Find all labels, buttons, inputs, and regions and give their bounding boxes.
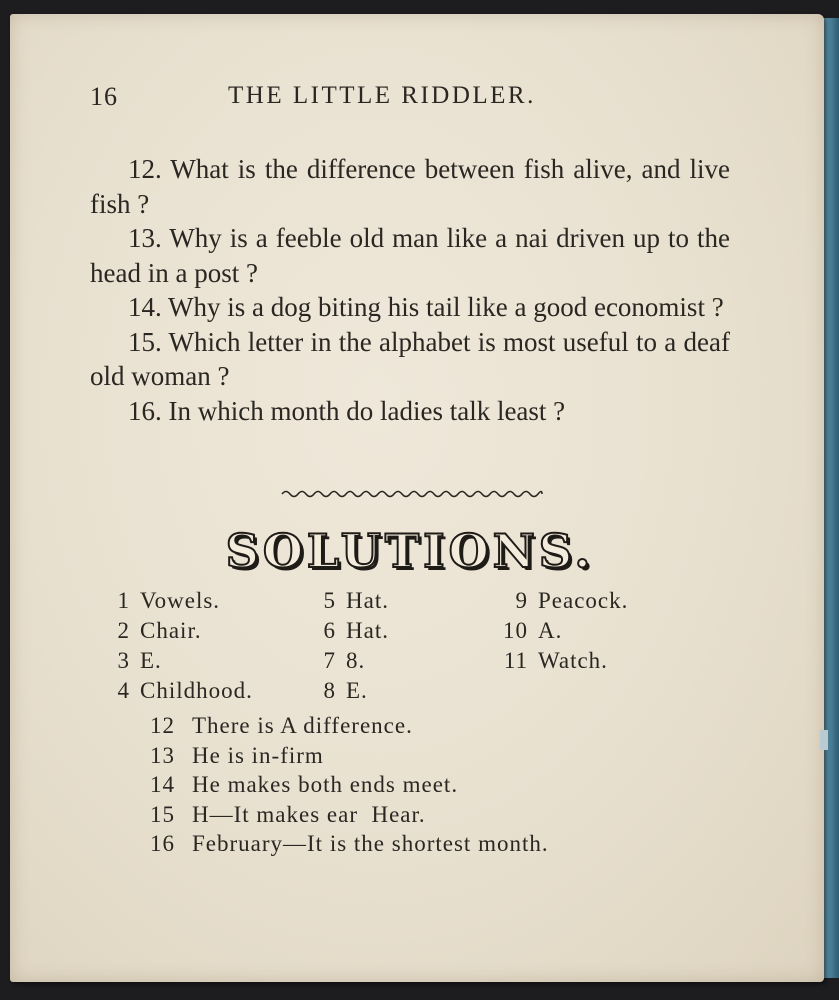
solution-answer: Vowels. bbox=[140, 588, 221, 613]
solution-answer: Peacock. bbox=[538, 588, 629, 613]
solution-answer: Hat. bbox=[346, 618, 389, 643]
riddle-text: Why is a feeble old man like a nai driven up to the head in a post ? bbox=[90, 223, 731, 288]
solution-number: 11 bbox=[503, 648, 528, 673]
solution-item bbox=[498, 586, 628, 616]
solution-item bbox=[150, 829, 710, 859]
riddle-number: 12. bbox=[128, 154, 162, 184]
solution-number: 9 bbox=[515, 588, 528, 613]
solution-number: 8 bbox=[323, 678, 336, 703]
riddle-15 bbox=[90, 325, 730, 394]
riddle-text: In which month do ladies talk least ? bbox=[168, 395, 566, 426]
solution-item bbox=[308, 616, 389, 646]
solution-number: 14 bbox=[150, 772, 175, 797]
running-title: THE LITTLE RIDDLER. bbox=[228, 82, 536, 109]
solution-item bbox=[308, 646, 389, 676]
solution-answer: He is in-firm bbox=[192, 742, 324, 768]
solution-item bbox=[102, 676, 253, 706]
riddle-13 bbox=[90, 221, 730, 290]
solution-answer: 8. bbox=[346, 648, 366, 673]
solution-number: 3 bbox=[117, 648, 130, 673]
solution-number: 16 bbox=[150, 831, 175, 856]
solutions-column-1 bbox=[102, 586, 253, 706]
solutions-column-2 bbox=[308, 586, 389, 706]
solutions-long-list bbox=[150, 711, 710, 859]
solution-answer: Childhood. bbox=[140, 678, 253, 703]
riddle-12 bbox=[90, 152, 730, 221]
solution-number: 13 bbox=[150, 742, 175, 768]
solution-number: 6 bbox=[323, 618, 336, 643]
riddle-list bbox=[90, 152, 730, 428]
book-page bbox=[10, 14, 824, 982]
solution-answer: E. bbox=[346, 678, 368, 703]
solution-number: 4 bbox=[117, 678, 130, 703]
solution-answer: E. bbox=[140, 648, 162, 673]
solution-answer: Hat. bbox=[346, 588, 389, 613]
solution-number: 10 bbox=[503, 618, 528, 643]
solution-item bbox=[308, 676, 389, 706]
solutions-column-3 bbox=[498, 586, 628, 676]
page-number: 16 bbox=[90, 82, 118, 111]
riddle-text: Which letter in the alphabet is most useful to a deaf old woman ? bbox=[90, 326, 730, 391]
solution-item bbox=[102, 586, 253, 616]
solution-answer: A. bbox=[538, 618, 563, 643]
solution-item bbox=[150, 741, 710, 771]
solution-number: 15 bbox=[150, 801, 175, 827]
solution-item bbox=[102, 646, 253, 676]
solution-number: 12 bbox=[150, 713, 175, 738]
solution-number: 5 bbox=[323, 588, 336, 613]
solution-item bbox=[308, 586, 389, 616]
solution-item bbox=[102, 616, 253, 646]
page-fold-mark bbox=[820, 730, 828, 750]
riddle-number: 16. bbox=[128, 395, 162, 426]
solution-item bbox=[150, 711, 710, 741]
ornamental-divider bbox=[280, 486, 545, 502]
riddle-text: What is the difference between fish alive, and live fish ? bbox=[90, 154, 731, 219]
solution-number: 2 bbox=[117, 618, 130, 643]
solution-item bbox=[498, 616, 628, 646]
riddle-14 bbox=[90, 290, 730, 325]
running-head bbox=[10, 82, 824, 112]
solutions-heading: SOLUTIONS. bbox=[225, 524, 595, 578]
solution-item bbox=[150, 800, 710, 830]
solution-answer: H—It makes ear Hear. bbox=[192, 801, 426, 827]
solution-item bbox=[498, 646, 628, 676]
riddle-16 bbox=[90, 394, 730, 429]
solution-number: 7 bbox=[323, 648, 336, 673]
riddle-text: Why is a dog biting his tail like a good economist ? bbox=[168, 292, 724, 322]
solution-answer: There is A difference. bbox=[192, 713, 413, 738]
riddle-number: 13. bbox=[128, 223, 162, 253]
riddle-number: 14. bbox=[128, 292, 162, 322]
solution-answer: Watch. bbox=[538, 648, 608, 673]
riddle-number: 15. bbox=[128, 326, 162, 357]
solution-item bbox=[150, 770, 710, 800]
solution-answer: Chair. bbox=[140, 618, 202, 643]
solution-number: 1 bbox=[117, 588, 130, 613]
solution-answer: He makes both ends meet. bbox=[192, 772, 459, 797]
solution-answer: February—It is the shortest month. bbox=[192, 831, 549, 856]
